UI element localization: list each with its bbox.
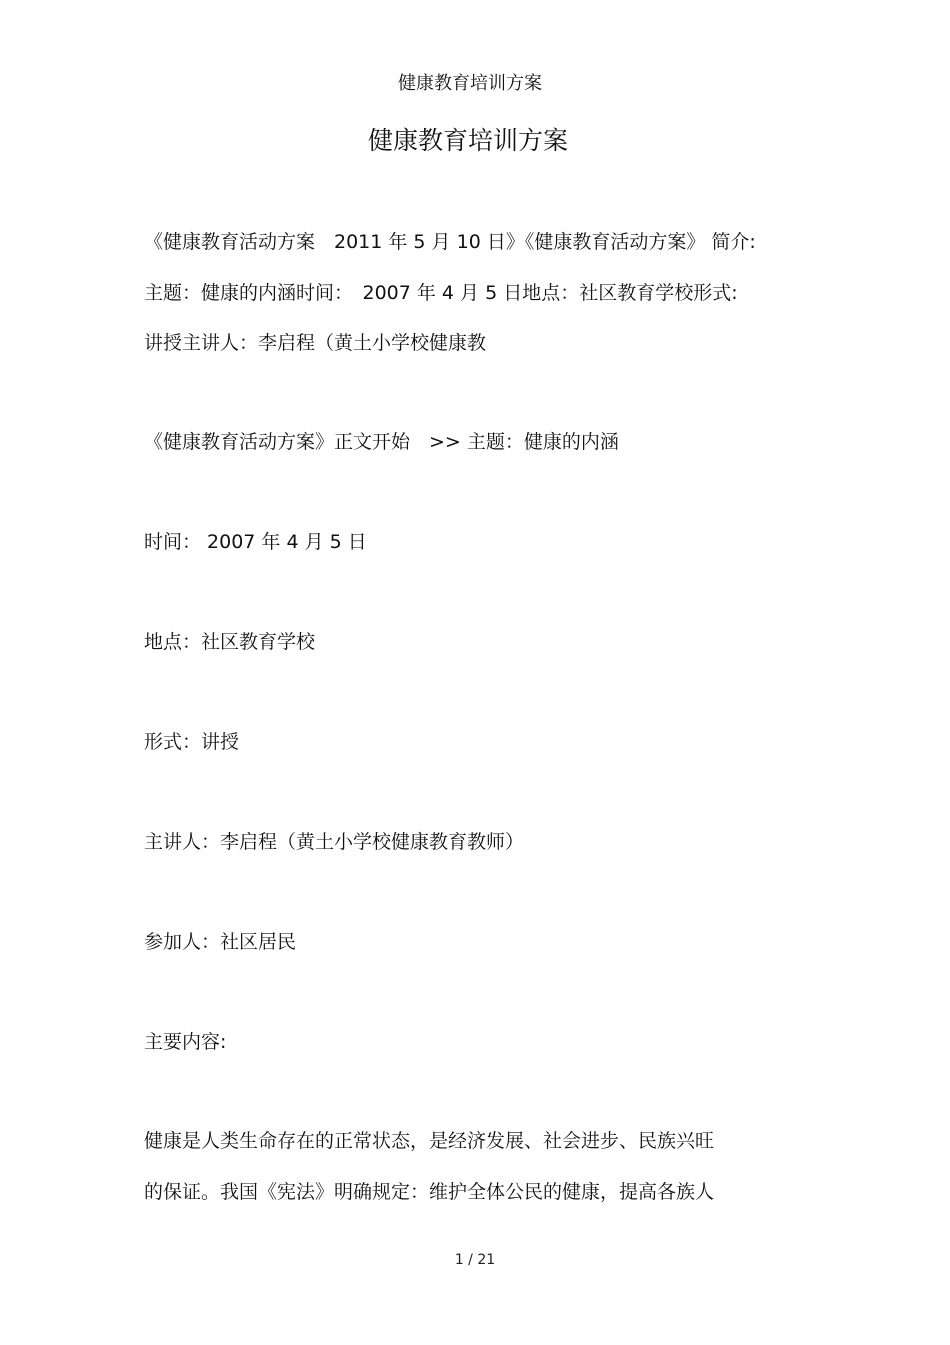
text-line-speaker: 主讲人：李启程（黄土小学校健康教育教师） <box>144 831 525 853</box>
text-line-summary-continued: 讲授主讲人：李启程（黄土小学校健康教 <box>144 332 487 354</box>
text-line-summary: 主题：健康的内涵时间： 2007 年 4 月 5 日地点：社区教育学校形式: <box>144 282 738 304</box>
text-line-time: 时间： 2007 年 4 月 5 日 <box>144 531 367 553</box>
text-line-format: 形式：讲授 <box>144 731 240 753</box>
text-line-main-content: 主要内容: <box>144 1031 227 1053</box>
document-title: 健康教育培训方案 <box>367 126 568 155</box>
text-line-body-start: 《健康教育活动方案》正文开始 >> 主题：健康的内涵 <box>144 431 619 453</box>
text-line-participants: 参加人：社区居民 <box>144 931 297 953</box>
text-line-intro: 《健康教育活动方案 2011 年 5 月 10 日》《健康教育活动方案》 简介: <box>144 231 756 253</box>
text-line-location: 地点：社区教育学校 <box>144 631 316 653</box>
page-number: 1 / 21 <box>454 1252 496 1268</box>
running-header: 健康教育培训方案 <box>398 73 542 94</box>
text-line-paragraph-1: 健康是人类生命存在的正常状态，是经济发展、社会进步、民族兴旺 <box>144 1130 715 1152</box>
text-line-paragraph-2: 的保证。我国《宪法》明确规定：维护全体公民的健康，提高各族人 <box>144 1181 715 1203</box>
